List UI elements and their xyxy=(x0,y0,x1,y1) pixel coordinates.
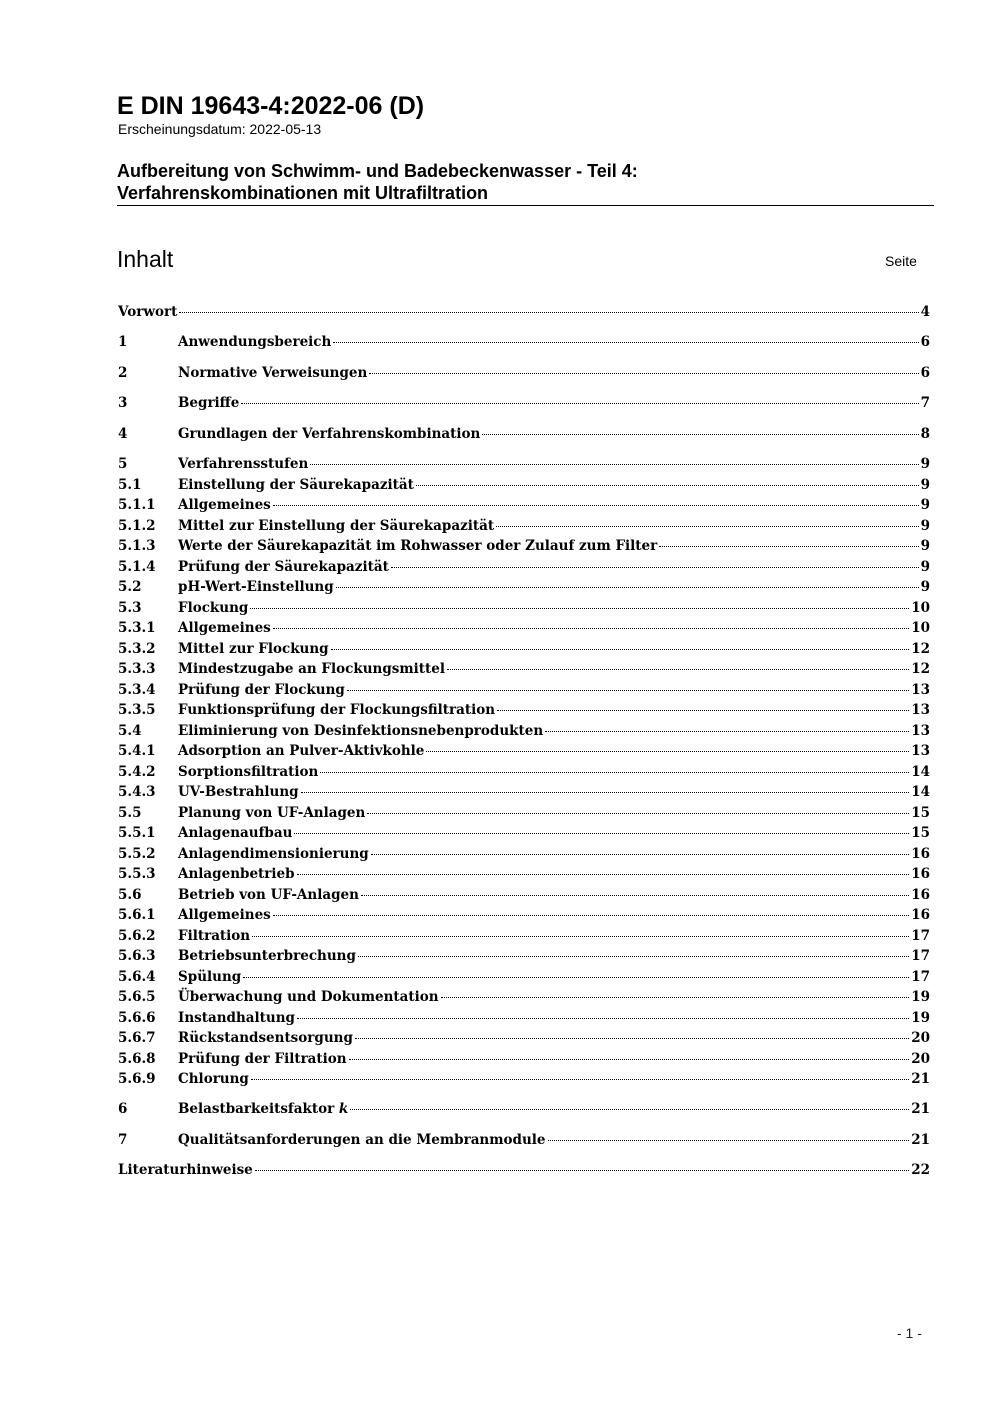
toc-entry-title-text: Allgemeines xyxy=(178,497,271,513)
toc-dot-leader xyxy=(369,373,918,374)
toc-dot-leader xyxy=(250,608,909,609)
toc-entry[interactable] xyxy=(118,1099,930,1119)
toc-entry-title-text: Qualitätsanforderungen an die Membranmodule xyxy=(178,1132,546,1148)
toc-entry-title-text: Vorwort xyxy=(118,304,178,320)
toc-entry-number: 5.5 xyxy=(118,805,142,821)
toc-entry-title xyxy=(178,1028,353,1048)
toc-entry-page: 21 xyxy=(911,1101,930,1117)
toc-entry-number: 2 xyxy=(118,365,128,381)
toc-entry-title xyxy=(178,393,239,413)
toc-dot-leader xyxy=(301,792,910,793)
document-id: E DIN 19643-4:2022-06 (D) xyxy=(117,92,425,120)
toc-entry-page: 12 xyxy=(911,661,930,677)
toc-entry-number: 5.6.8 xyxy=(118,1051,156,1067)
toc-entry-title xyxy=(178,967,241,987)
toc-entry-number: 5.1.2 xyxy=(118,518,156,534)
toc-entry[interactable] xyxy=(118,926,930,946)
toc-entry-title xyxy=(178,424,480,444)
toc-entry-title-text: Literaturhinweise xyxy=(118,1162,253,1178)
toc-dot-leader xyxy=(349,1059,910,1060)
toc-entry-page: 20 xyxy=(911,1051,930,1067)
toc-entry-title xyxy=(178,844,369,864)
toc-entry-page: 9 xyxy=(920,559,930,575)
toc-entry-title-text: Allgemeines xyxy=(178,620,271,636)
footer-page-number: - 1 - xyxy=(897,1325,922,1341)
toc-entry[interactable] xyxy=(118,946,930,966)
toc-entry[interactable] xyxy=(118,424,930,444)
toc-entry-number: 5.2 xyxy=(118,579,142,595)
toc-entry-number: 5.6.1 xyxy=(118,907,156,923)
toc-entry-title-text: Adsorption an Pulver-Aktivkohle xyxy=(178,743,425,759)
toc-entry-number: 6 xyxy=(118,1101,128,1117)
toc-entry[interactable] xyxy=(118,577,930,597)
publication-date: Erscheinungsdatum: 2022-05-13 xyxy=(118,121,322,137)
toc-entry-page: 10 xyxy=(911,600,930,616)
toc-dot-leader xyxy=(297,874,910,875)
toc-dot-leader xyxy=(355,1038,909,1039)
toc-dot-leader xyxy=(273,628,909,629)
toc-entry[interactable] xyxy=(118,332,930,352)
toc-entry-title-text: Betrieb von UF-Anlagen xyxy=(178,887,359,903)
toc-dot-leader xyxy=(548,1140,910,1141)
toc-entry-page: 17 xyxy=(911,969,930,985)
toc-entry-title-text: Mindestzugabe an Flockungsmittel xyxy=(178,661,445,677)
document-title-line-1: Aufbereitung von Schwimm- und Badebeckenwasser - Teil 4: xyxy=(117,161,638,181)
toc-entry-number: 5.5.2 xyxy=(118,846,156,862)
toc-entry-title xyxy=(178,946,356,966)
toc-entry-title-text: Betriebsunterbrechung xyxy=(178,948,356,964)
toc-entry-page: 17 xyxy=(911,948,930,964)
toc-entry-page: 13 xyxy=(911,723,930,739)
toc-entry[interactable] xyxy=(118,454,930,474)
toc-entry-title xyxy=(178,987,439,1007)
toc-entry-title xyxy=(178,639,329,659)
toc-dot-leader xyxy=(371,854,909,855)
toc-entry-number: 7 xyxy=(118,1132,128,1148)
toc-entry-title xyxy=(178,721,543,741)
toc-entry[interactable] xyxy=(118,536,930,556)
toc-entry-number: 5.1.3 xyxy=(118,538,156,554)
toc-entry-number: 5.5.3 xyxy=(118,866,156,882)
toc-entry-title xyxy=(178,577,334,597)
toc-entry-number: 5.4.1 xyxy=(118,743,156,759)
toc-entry-number: 5.4 xyxy=(118,723,142,739)
toc-entry-page: 17 xyxy=(911,928,930,944)
toc-dot-leader xyxy=(251,1079,909,1080)
toc-entry-title xyxy=(178,1008,295,1028)
toc-entry-page: 16 xyxy=(911,866,930,882)
toc-entry-title-text: Verfahrensstufen xyxy=(178,456,309,472)
toc-entry[interactable] xyxy=(118,516,930,536)
toc-entry-number: 5.3.1 xyxy=(118,620,156,636)
toc-entry-title xyxy=(178,454,308,474)
toc-entry-number: 5.6 xyxy=(118,887,142,903)
toc-entry[interactable] xyxy=(118,762,930,782)
toc-entry-number: 5.6.9 xyxy=(118,1071,156,1087)
document-title-line-2: Verfahrenskombinationen mit Ultrafiltration xyxy=(117,183,489,203)
toc-entry-title-text: Grundlagen der Verfahrenskombination xyxy=(178,426,481,442)
toc-entry-title xyxy=(178,803,365,823)
toc-entry-title xyxy=(178,1049,347,1069)
toc-entry[interactable] xyxy=(118,721,930,741)
toc-entry-number: 5.5.1 xyxy=(118,825,156,841)
toc-entry-number: 5.6.7 xyxy=(118,1030,156,1046)
toc-dot-leader xyxy=(310,464,918,465)
toc-entry-title-text: Rückstandsentsorgung xyxy=(178,1030,353,1046)
toc-entry-page: 6 xyxy=(920,334,930,350)
toc-entry-title-text: Mittel zur Flockung xyxy=(178,641,329,657)
toc-entry-number: 5.6.3 xyxy=(118,948,156,964)
toc-entry-title xyxy=(178,363,367,383)
toc-entry-number: 5.3.2 xyxy=(118,641,156,657)
toc-entry-page: 19 xyxy=(911,989,930,1005)
toc-entry[interactable] xyxy=(118,905,930,925)
toc-entry[interactable] xyxy=(118,1069,930,1089)
toc-entry-title-text: Prüfung der Filtration xyxy=(178,1051,347,1067)
toc-entry-number: 5.1.4 xyxy=(118,559,156,575)
toc-entry-title xyxy=(178,741,424,761)
document-title xyxy=(117,160,937,204)
toc-entry-title-text: Anwendungsbereich xyxy=(178,334,332,350)
toc-entry-page: 9 xyxy=(920,518,930,534)
toc-entry-page: 13 xyxy=(911,682,930,698)
toc-entry-page: 9 xyxy=(920,579,930,595)
toc-dot-leader xyxy=(659,546,918,547)
toc-entry[interactable] xyxy=(118,823,930,843)
toc-entry[interactable] xyxy=(118,885,930,905)
toc-entry[interactable] xyxy=(118,557,930,577)
toc-entry-title xyxy=(178,926,250,946)
toc-entry[interactable] xyxy=(118,495,930,515)
toc-entry-page: 16 xyxy=(911,907,930,923)
toc-entry-title-text: Normative Verweisungen xyxy=(178,365,368,381)
toc-entry-title xyxy=(178,823,292,843)
toc-entry-title xyxy=(178,659,445,679)
toc-entry-page: 21 xyxy=(911,1071,930,1087)
toc-entry-title xyxy=(178,598,248,618)
toc-entry-title xyxy=(118,302,177,322)
toc-entry-title xyxy=(178,905,271,925)
toc-entry[interactable] xyxy=(118,393,930,413)
toc-entry[interactable] xyxy=(118,363,930,383)
toc-entry-page: 10 xyxy=(911,620,930,636)
toc-entry-title-text: Anlagenbetrieb xyxy=(178,866,295,882)
toc-dot-leader xyxy=(297,1018,909,1019)
toc-entry[interactable] xyxy=(118,864,930,884)
toc-entry-title-text: Flockung xyxy=(178,600,249,616)
toc-entry-title xyxy=(178,536,657,556)
toc-entry-title-text: Belastbarkeitsfaktor xyxy=(178,1101,335,1117)
toc-dot-leader xyxy=(241,403,918,404)
toc-entry-number: 5 xyxy=(118,456,128,472)
toc-dot-leader xyxy=(367,813,909,814)
toc-dot-leader xyxy=(331,649,910,650)
toc-entry-number: 5.4.3 xyxy=(118,784,156,800)
toc-dot-leader xyxy=(252,936,909,937)
toc-entry-title-text: Prüfung der Flockung xyxy=(178,682,345,698)
toc-entry-title-text: Sorptionsfiltration xyxy=(178,764,319,780)
toc-dot-leader xyxy=(273,505,919,506)
toc-entry-title xyxy=(178,557,389,577)
toc-entry-title-text: Einstellung der Säurekapazität xyxy=(178,477,414,493)
toc-entry[interactable] xyxy=(118,1028,930,1048)
toc-entry-title-italic: k xyxy=(338,1101,349,1117)
toc-entry[interactable] xyxy=(118,302,930,322)
toc-entry-title-text: Instandhaltung xyxy=(178,1010,295,1026)
toc-entry[interactable] xyxy=(118,1008,930,1028)
toc-entry-number: 5.3.5 xyxy=(118,702,156,718)
toc-dot-leader xyxy=(361,895,909,896)
toc-entry-title xyxy=(178,618,271,638)
toc-entry-number: 5.1 xyxy=(118,477,142,493)
toc-entry[interactable] xyxy=(118,659,930,679)
toc-entry-page: 13 xyxy=(911,702,930,718)
toc-entry-page: 16 xyxy=(911,846,930,862)
toc-entry-page: 15 xyxy=(911,825,930,841)
toc-entry-number: 5.3 xyxy=(118,600,142,616)
toc-entry-title-text: UV-Bestrahlung xyxy=(178,784,299,800)
toc-entry-page: 21 xyxy=(911,1132,930,1148)
toc-entry-title xyxy=(178,495,271,515)
toc-dot-leader xyxy=(333,342,918,343)
toc-entry[interactable] xyxy=(118,598,930,618)
toc-entry[interactable] xyxy=(118,1130,930,1150)
toc-entry-number: 5.6.6 xyxy=(118,1010,156,1026)
toc-entry-title-text: Funktionsprüfung der Flockungsfiltration xyxy=(178,702,496,718)
toc-entry-page: 13 xyxy=(911,743,930,759)
toc-entry-page: 19 xyxy=(911,1010,930,1026)
toc-dot-leader xyxy=(497,710,909,711)
toc-dot-leader xyxy=(350,1109,909,1110)
toc-dot-leader xyxy=(273,915,909,916)
toc-entry-page: 22 xyxy=(911,1162,930,1178)
toc-dot-leader xyxy=(294,833,909,834)
toc-entry-number: 3 xyxy=(118,395,128,411)
toc-entry-number: 1 xyxy=(118,334,128,350)
toc-entry[interactable] xyxy=(118,700,930,720)
toc-dot-leader xyxy=(416,485,919,486)
toc-entry-page: 14 xyxy=(911,784,930,800)
toc-dot-leader xyxy=(447,669,909,670)
toc-dot-leader xyxy=(391,567,919,568)
toc-entry-page: 16 xyxy=(911,887,930,903)
toc-dot-leader xyxy=(426,751,909,752)
toc-entry-title-text: Eliminierung von Desinfektionsnebenprodukten xyxy=(178,723,544,739)
toc-entry-title-text: Planung von UF-Anlagen xyxy=(178,805,366,821)
toc-entry-title-text: Begriffe xyxy=(178,395,240,411)
toc-entry-title xyxy=(178,332,331,352)
toc-entry-page: 14 xyxy=(911,764,930,780)
toc-dot-leader xyxy=(347,690,909,691)
toc-heading: Inhalt xyxy=(117,246,174,272)
toc-entry-title-text: Werte der Säurekapazität im Rohwasser oder Zulauf zum Filter xyxy=(178,538,658,554)
toc-entry-number: 5.6.5 xyxy=(118,989,156,1005)
toc-entry-title xyxy=(178,516,494,536)
toc-entry-title xyxy=(178,680,345,700)
toc-dot-leader xyxy=(336,587,919,588)
toc-entry-title xyxy=(178,1069,249,1089)
toc-entry-page: 8 xyxy=(920,426,930,442)
toc-entry[interactable] xyxy=(118,618,930,638)
toc-entry-title xyxy=(178,700,495,720)
toc-entry-number: 5.3.3 xyxy=(118,661,156,677)
toc-entry-page: 9 xyxy=(920,477,930,493)
toc-entry-number: 5.6.2 xyxy=(118,928,156,944)
toc-entry-title xyxy=(178,782,299,802)
toc-entry-title xyxy=(178,1130,546,1150)
toc-dot-leader xyxy=(482,434,918,435)
toc-entry-title-text: pH-Wert-Einstellung xyxy=(178,579,334,595)
header-divider xyxy=(117,205,934,206)
toc-entry[interactable] xyxy=(118,782,930,802)
toc-dot-leader xyxy=(179,312,918,313)
toc-entry-title xyxy=(178,1099,348,1119)
toc-entry-title-text: Prüfung der Säurekapazität xyxy=(178,559,389,575)
toc-entry[interactable] xyxy=(118,967,930,987)
toc-dot-leader xyxy=(320,772,909,773)
toc-dot-leader xyxy=(255,1170,909,1171)
toc-dot-leader xyxy=(441,997,910,998)
toc-entry-number: 4 xyxy=(118,426,128,442)
toc-entry-title-text: Anlagenaufbau xyxy=(178,825,293,841)
toc-entry-title-text: Mittel zur Einstellung der Säurekapazität xyxy=(178,518,495,534)
toc-entry[interactable] xyxy=(118,1160,930,1180)
toc-dot-leader xyxy=(358,956,909,957)
toc-entry-page: 20 xyxy=(911,1030,930,1046)
toc-dot-leader xyxy=(545,731,909,732)
toc-entry-number: 5.1.1 xyxy=(118,497,156,513)
toc-entry-page: 12 xyxy=(911,641,930,657)
toc-entry-number: 5.4.2 xyxy=(118,764,156,780)
toc-entry-page: 6 xyxy=(920,365,930,381)
toc-page-column-label: Seite xyxy=(885,253,917,269)
toc-entry-page: 9 xyxy=(920,538,930,554)
toc-entry[interactable] xyxy=(118,987,930,1007)
toc-entry-title-text: Chlorung xyxy=(178,1071,249,1087)
toc-entry[interactable] xyxy=(118,1049,930,1069)
toc-entry[interactable] xyxy=(118,741,930,761)
toc-entry-title xyxy=(178,475,414,495)
toc-entry-title-text: Überwachung und Dokumentation xyxy=(178,989,439,1005)
toc-entry[interactable] xyxy=(118,475,930,495)
toc-entry-page: 15 xyxy=(911,805,930,821)
toc-entry-number: 5.6.4 xyxy=(118,969,156,985)
toc-entry-page: 4 xyxy=(920,304,930,320)
toc-entry[interactable] xyxy=(118,803,930,823)
toc-entry-number: 5.3.4 xyxy=(118,682,156,698)
toc-entry-title-text: Anlagendimensionierung xyxy=(178,846,369,862)
toc-entry[interactable] xyxy=(118,680,930,700)
toc-entry-page: 9 xyxy=(920,456,930,472)
toc-entry-title-text: Filtration xyxy=(178,928,251,944)
toc-entry-title xyxy=(178,864,295,884)
toc-entry-title xyxy=(118,1160,253,1180)
toc-entry[interactable] xyxy=(118,639,930,659)
toc-entry-title-text: Allgemeines xyxy=(178,907,271,923)
toc-entry-page: 9 xyxy=(920,497,930,513)
toc-entry[interactable] xyxy=(118,844,930,864)
toc-entry-title xyxy=(178,885,359,905)
toc-entry-title-text: Spülung xyxy=(178,969,242,985)
toc-dot-leader xyxy=(496,526,918,527)
toc-entry-title xyxy=(178,762,318,782)
toc-entry-page: 7 xyxy=(920,395,930,411)
toc-dot-leader xyxy=(243,977,909,978)
